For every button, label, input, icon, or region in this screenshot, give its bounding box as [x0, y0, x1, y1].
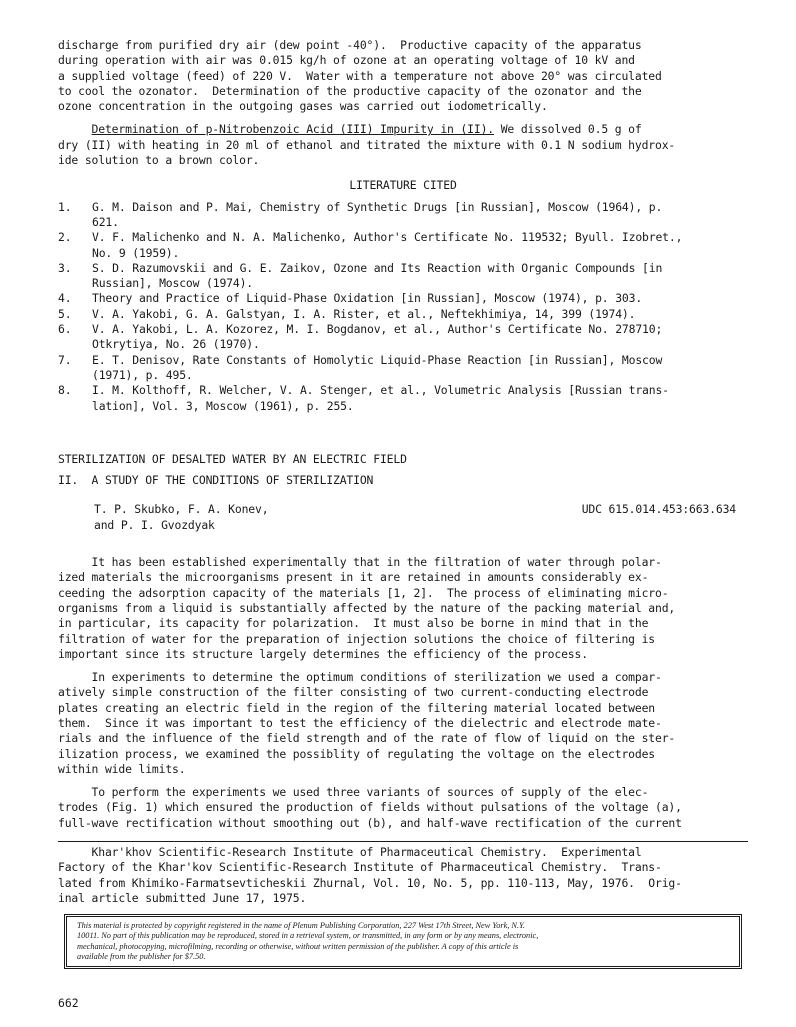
text-line: V. A. Yakobi, L. A. Kozorez, M. I. Bogdanov, et al., Author's Certificate No. 278710; [92, 322, 663, 337]
author-block [58, 502, 748, 533]
text-line: V. F. Malichenko and N. A. Malichenko, Author's Certificate No. 119532; Byull. Izobret., [92, 230, 683, 245]
text-line: full-wave rectification without smoothing out (b), and half-wave rectification of the current [58, 815, 682, 830]
reference-text [92, 230, 682, 261]
reference-text [92, 322, 662, 353]
text-line: lation], Vol. 3, Moscow (1961), p. 255. [92, 398, 354, 413]
text-line: This material is protected by copyright registered in the name of Plenum Publishing Corporation, 227 West 17th Street, New York, N.Y. [77, 921, 525, 931]
text-line: ceeding the adsorption capacity of the materials [1, 2]. The process of eliminating micro- [58, 585, 669, 600]
body-paragraph [58, 555, 748, 662]
determination-line1-rest: We dissolved 0.5 g of [494, 122, 642, 137]
text-line: important since its structure largely determines the efficiency of the process. [58, 646, 588, 661]
reference-number: 3. [58, 260, 72, 275]
author-names [94, 502, 268, 533]
text-line: dry (II) with heating in 20 ml of ethanol and titrated the mixture with 0.1 N sodium hydrox- [58, 137, 676, 152]
text-line: during operation with air was 0.015 kg/h of ozone at an operating voltage of 10 kV and [58, 53, 635, 68]
copyright-notice [64, 914, 742, 969]
text-line: No. 9 (1959). [92, 245, 180, 260]
determination-paragraph [58, 122, 748, 168]
udc-code: UDC 615.014.453:663.634 [581, 502, 736, 517]
text-line: rials and the influence of the field strength and of the rate of flow of liquid on the ster- [58, 731, 676, 746]
reference-item [58, 200, 748, 231]
text-line: It has been established experimentally that in the filtration of water through polar- [58, 555, 662, 570]
author-line: and P. I. Gvozdyak [94, 517, 215, 532]
text-line: discharge from purified dry air (dew point -40°). Productive capacity of the apparatus [58, 38, 642, 52]
reference-item [58, 383, 748, 414]
text-line: 621. [92, 214, 119, 229]
text-line: ozone concentration in the outgoing gases was carried out iodometrically. [58, 99, 548, 114]
determination-first-line [58, 122, 748, 137]
text-line: Otkrytiya, No. 26 (1970). [92, 337, 260, 352]
reference-text [92, 353, 662, 384]
author-line: T. P. Skubko, F. A. Konev, [94, 502, 269, 517]
reference-number: 1. [58, 199, 72, 214]
text-line: In experiments to determine the optimum conditions of sterilization we used a compar- [58, 670, 662, 685]
text-line: 10011. No part of this publication may be reproduced, stored in a retrieval system, or transmitted, in any form or by any means, electronic, [77, 931, 539, 941]
reference-item [58, 353, 748, 384]
reference-number: 5. [58, 306, 72, 321]
body-paragraph [58, 785, 748, 831]
text-line: E. T. Denisov, Rate Constants of Homolytic Liquid-Phase Reaction [in Russian], Moscow [92, 352, 663, 367]
intro-paragraph [58, 38, 748, 114]
text-line: available from the publisher for $7.50. [77, 951, 206, 961]
text-line: filtration of water for the preparation of injection solutions the choice of filtering is [58, 631, 655, 646]
text-line: to cool the ozonator. Determination of the productive capacity of the ozonator and the [58, 83, 642, 98]
text-line: Theory and Practice of Liquid-Phase Oxidation [in Russian], Moscow (1974), p. 303. [92, 291, 643, 306]
text-line: I. M. Kolthoff, R. Welcher, V. A. Stenger, et al., Volumetric Analysis [Russian trans- [92, 383, 669, 398]
text-line: Russian], Moscow (1974). [92, 276, 253, 291]
text-line: ide solution to a brown color. [58, 153, 260, 168]
text-line: lated from Khimiko-Farmatsevticheskii Zhurnal, Vol. 10, No. 5, pp. 110-113, May, 1976. Orig- [58, 875, 682, 890]
page-number: 662 [58, 996, 79, 1010]
reference-item [58, 307, 748, 322]
body-paragraph [58, 670, 748, 777]
reference-number: 4. [58, 291, 72, 306]
reference-text [92, 261, 662, 292]
text-line: inal article submitted June 17, 1975. [58, 890, 307, 905]
determination-heading: Determination of p-Nitrobenzoic Acid (III) Impurity in (II). [91, 122, 495, 137]
reference-number: 8. [58, 383, 72, 398]
literature-heading: LITERATURE CITED [349, 178, 457, 193]
reference-number: 6. [58, 322, 72, 337]
text-line: mechanical, photocopying, microfilming, recording or otherwise, without written permission of the publisher. A copy of this article is [77, 941, 519, 951]
article-title: STERILIZATION OF DESALTED WATER BY AN ELECTRIC FIELD [58, 451, 407, 466]
text-line: plates creating an electric field in the region of the filtering material located between [58, 700, 655, 715]
article-header [58, 452, 748, 533]
text-line: in particular, its capacity for polarization. It must also be borne in mind that in the [58, 616, 649, 631]
affiliation-note [58, 845, 748, 906]
reference-item [58, 322, 748, 353]
reference-number: 2. [58, 230, 72, 245]
reference-number: 7. [58, 352, 72, 367]
text-line: V. A. Yakobi, G. A. Galstyan, I. A. Rister, et al., Neftekhimiya, 14, 399 (1974). [92, 306, 636, 321]
text-line: within wide limits. [58, 761, 186, 776]
article-body [58, 555, 748, 831]
text-line: G. M. Daison and P. Mai, Chemistry of Synthetic Drugs [in Russian], Moscow (1964), p. [92, 199, 663, 214]
text-line: S. D. Razumovskii and G. E. Zaikov, Ozone and Its Reaction with Organic Compounds [in [92, 260, 663, 275]
text-line: ilization process, we examined the possiblity of regulating the voltage on the electrodes [58, 746, 655, 761]
article-subtitle: II. A STUDY OF THE CONDITIONS OF STERILIZATION [58, 473, 374, 488]
text-line: atively simple construction of the filter consisting of two current-conducting electrode [58, 685, 649, 700]
text-line: organisms from a liquid is substantially affected by the nature of the packing material and, [58, 600, 676, 615]
journal-page [58, 38, 748, 969]
text-line: Factory of the Khar'kov Scientific-Research Institute of Pharmaceutical Chemistry. Trans- [58, 860, 662, 875]
reference-item [58, 230, 748, 261]
reference-text [92, 200, 662, 231]
text-line: trodes (Fig. 1) which ensured the production of fields without pulsations of the voltage (a), [58, 800, 682, 815]
text-line: (1971), p. 495. [92, 367, 193, 382]
text-line: To perform the experiments we used three variants of sources of supply of the elec- [58, 785, 649, 800]
text-line: Khar'khov Scientific-Research Institute of Pharmaceutical Chemistry. Experimental [58, 845, 642, 860]
text-line: ized materials the microorganisms present in it are retained in amounts considerably ex- [58, 570, 649, 585]
reference-item [58, 291, 748, 306]
reference-list [58, 200, 748, 414]
reference-item [58, 261, 748, 292]
reference-text [92, 383, 669, 414]
text-line: them. Since it was important to test the efficiency of the dielectric and electrode mate- [58, 715, 662, 730]
footnote-divider [58, 841, 748, 842]
text-line: a supplied voltage (feed) of 220 V. Water with a temperature not above 20° was circulated [58, 68, 662, 83]
